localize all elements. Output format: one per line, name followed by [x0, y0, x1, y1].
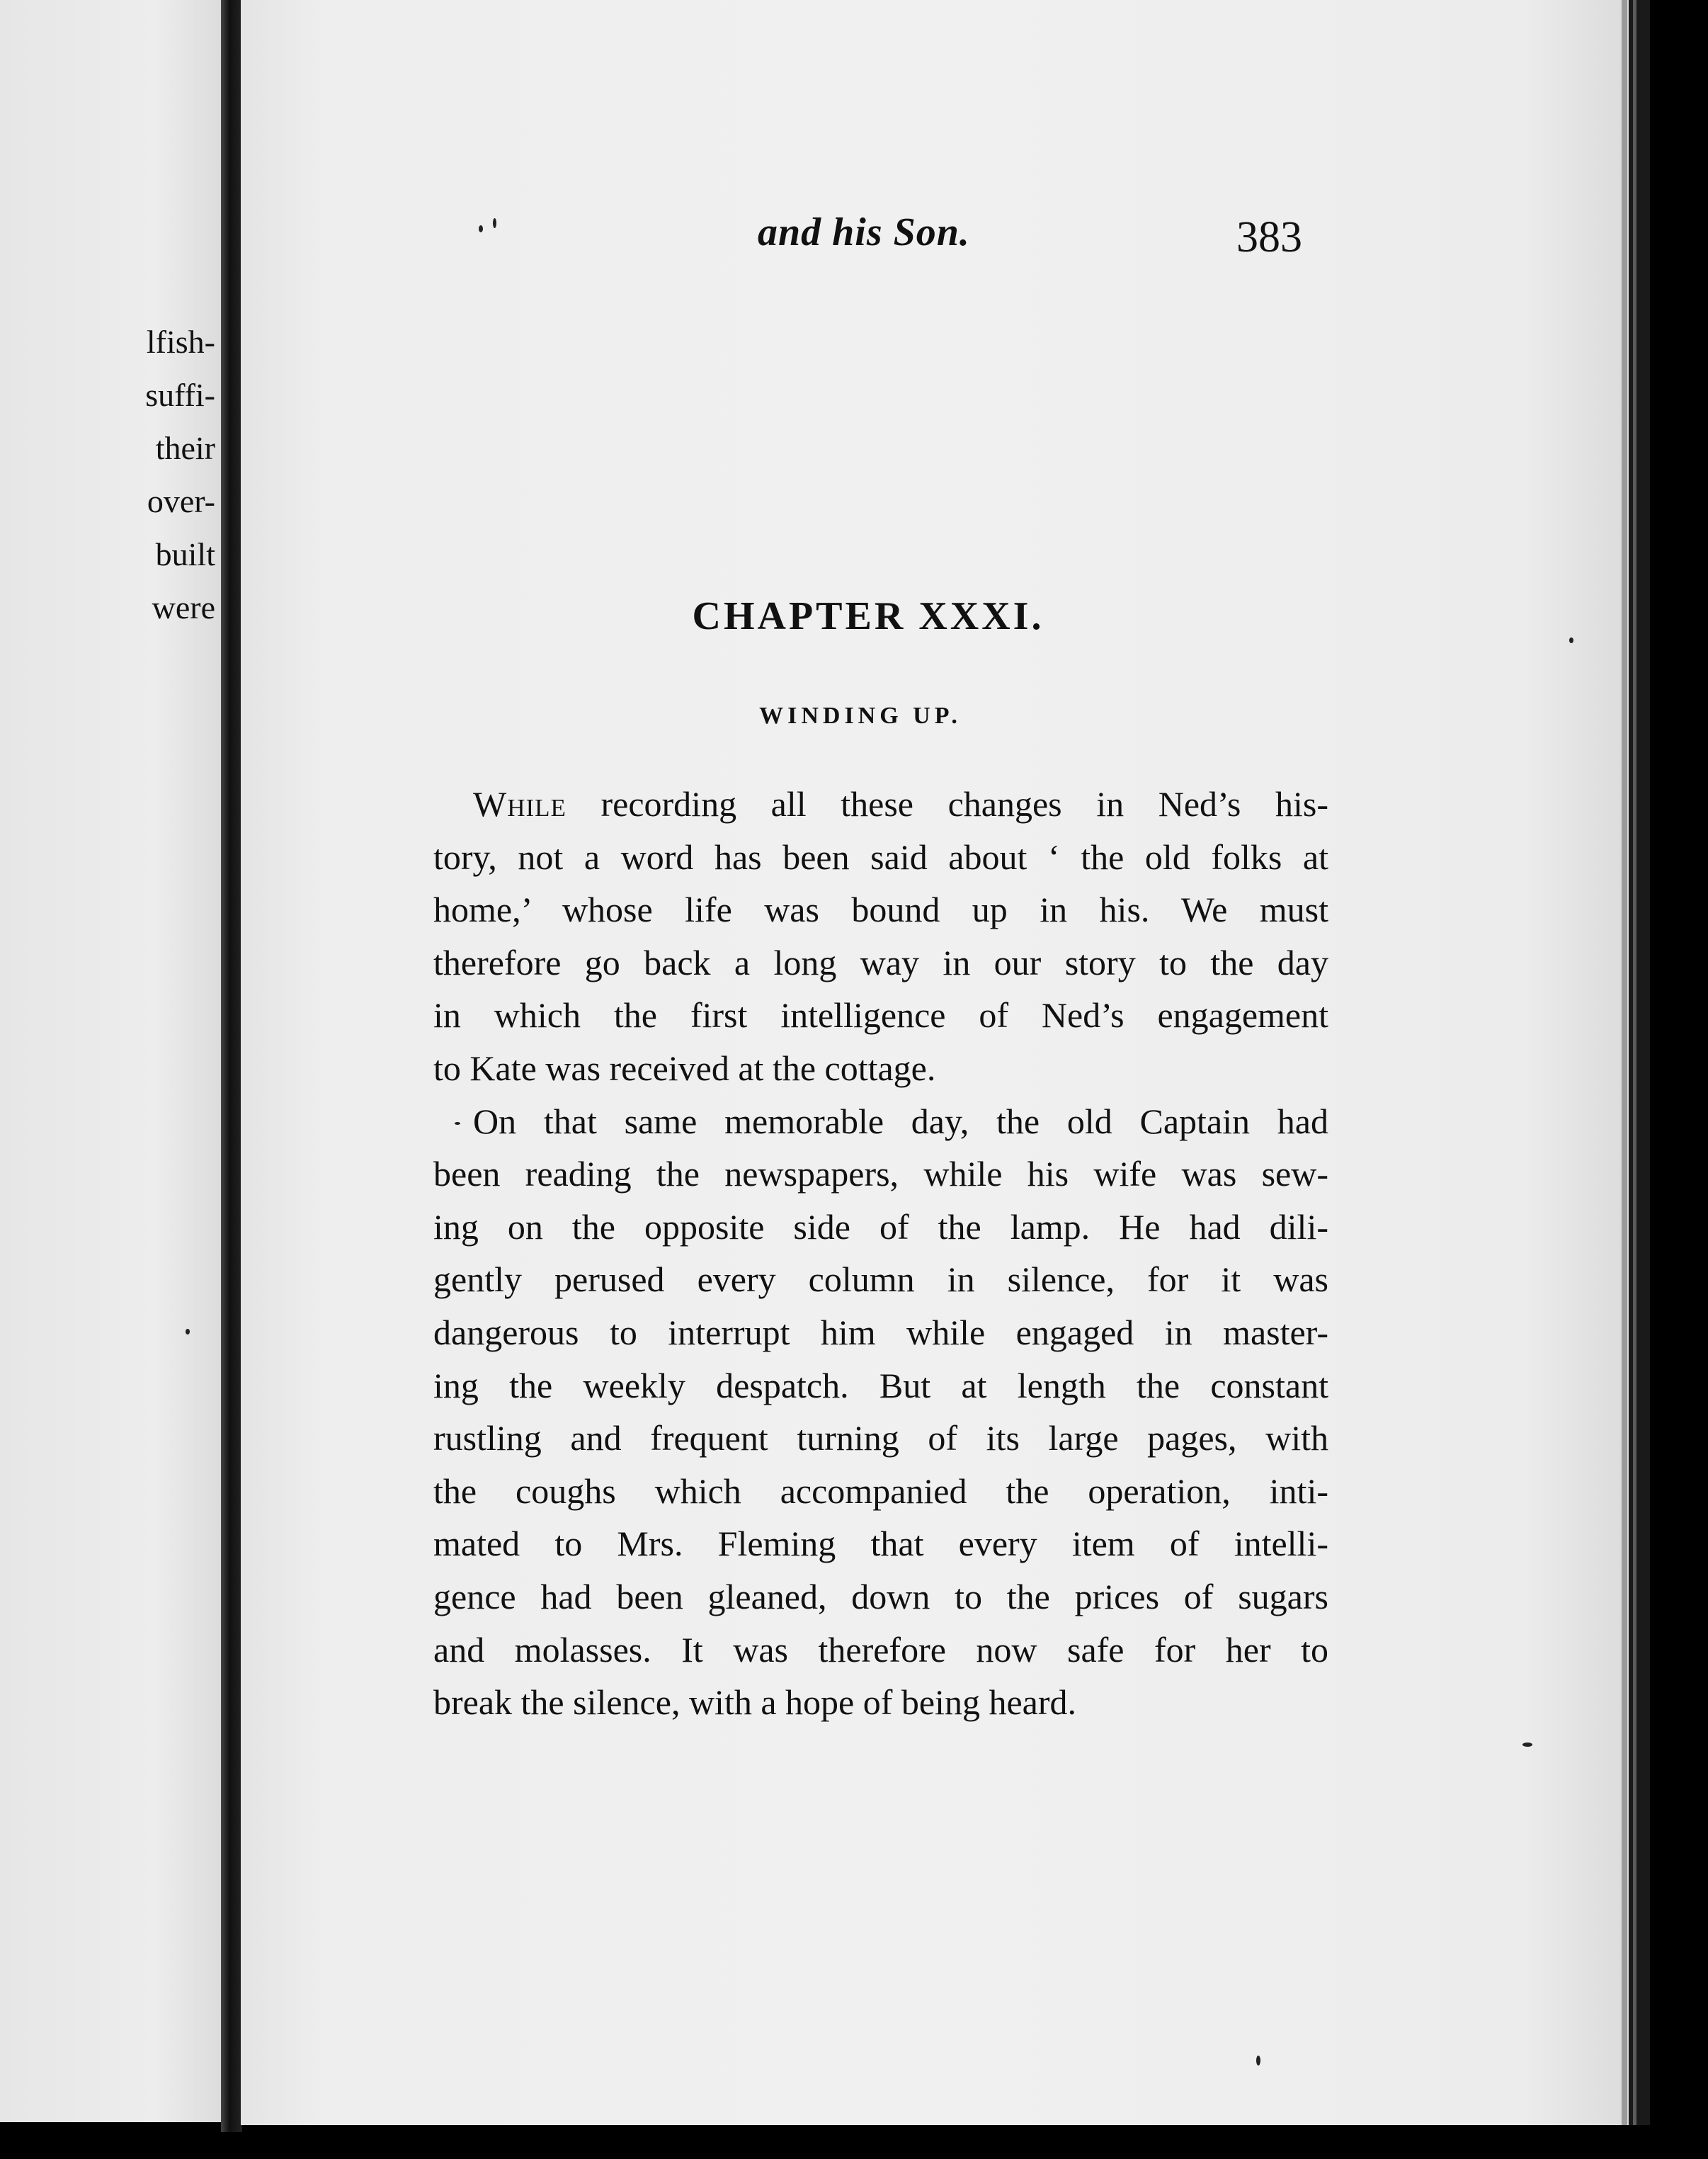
previous-page-line: suffi-: [145, 377, 215, 413]
text-line: the coughs which accompanied the operation, inti-: [433, 1470, 1328, 1511]
text-line: On that same memorable day, the old Captain had: [473, 1101, 1328, 1141]
scan-speck: [1569, 638, 1573, 643]
text-line: ing the weekly despatch. But at length the constant: [433, 1365, 1328, 1405]
text-line: to Kate was received at the cottage.: [433, 1048, 936, 1088]
previous-page-line: their: [155, 430, 215, 466]
text-line: rustling and frequent turning of its large pages, with: [433, 1418, 1328, 1458]
text-line: gently perused every column in silence, for it was: [433, 1259, 1328, 1300]
chapter-heading-text: CHAPTER XXXI.: [692, 594, 1044, 638]
book-cover-edge-line: [1633, 0, 1636, 2125]
scan-speck: [493, 218, 496, 228]
book-gutter: [221, 0, 242, 2132]
text-line: break the silence, with a hope of being heard.: [433, 1682, 1076, 1723]
previous-page-edge: [0, 0, 221, 2122]
text-line: gence had been gleaned, down to the prices of sugars: [433, 1576, 1328, 1616]
scan-speck: [479, 225, 483, 232]
page-edge-highlight: [1622, 0, 1627, 2125]
previous-page-line: over-: [147, 483, 215, 519]
text-line: tory, not a word has been said about ‘ the old folks at: [433, 837, 1328, 877]
drop-word: While: [473, 784, 567, 824]
text-line: While recording all these changes in Ned’s his-: [473, 784, 1328, 824]
scan-speck: [186, 1329, 190, 1334]
text-line: mated to Mrs. Fleming that every item of intelli-: [433, 1524, 1328, 1564]
chapter-heading: [0, 594, 1708, 639]
previous-page-line: lfish-: [146, 324, 215, 360]
text-line: in which the first intelligence of Ned’s engagement: [433, 995, 1328, 1036]
scan-speck: [1522, 1742, 1532, 1747]
previous-page-line: were: [152, 589, 215, 625]
text-line: dangerous to interrupt him while engaged in master-: [433, 1312, 1328, 1352]
text-line: therefore go back a long way in our story to the day: [433, 942, 1328, 982]
book-cover-edge: [1629, 0, 1650, 2125]
previous-page-line: built: [155, 536, 215, 572]
chapter-title: WINDING UP.: [759, 703, 962, 729]
scan-speck: [1256, 2056, 1260, 2066]
text-line: been reading the newspapers, while his wife was sew-: [433, 1154, 1328, 1194]
text-line: home,’ whose life was bound up in his. We must: [433, 890, 1328, 930]
running-header-title: and his Son.: [758, 210, 970, 254]
text-line: and molasses. It was therefore now safe for her to: [433, 1629, 1328, 1670]
body-text: [433, 778, 1328, 1729]
page-number: 383: [1236, 213, 1302, 261]
scan-speck: [455, 1122, 460, 1125]
text-line: ing on the opposite side of the lamp. He had dili-: [433, 1206, 1328, 1247]
